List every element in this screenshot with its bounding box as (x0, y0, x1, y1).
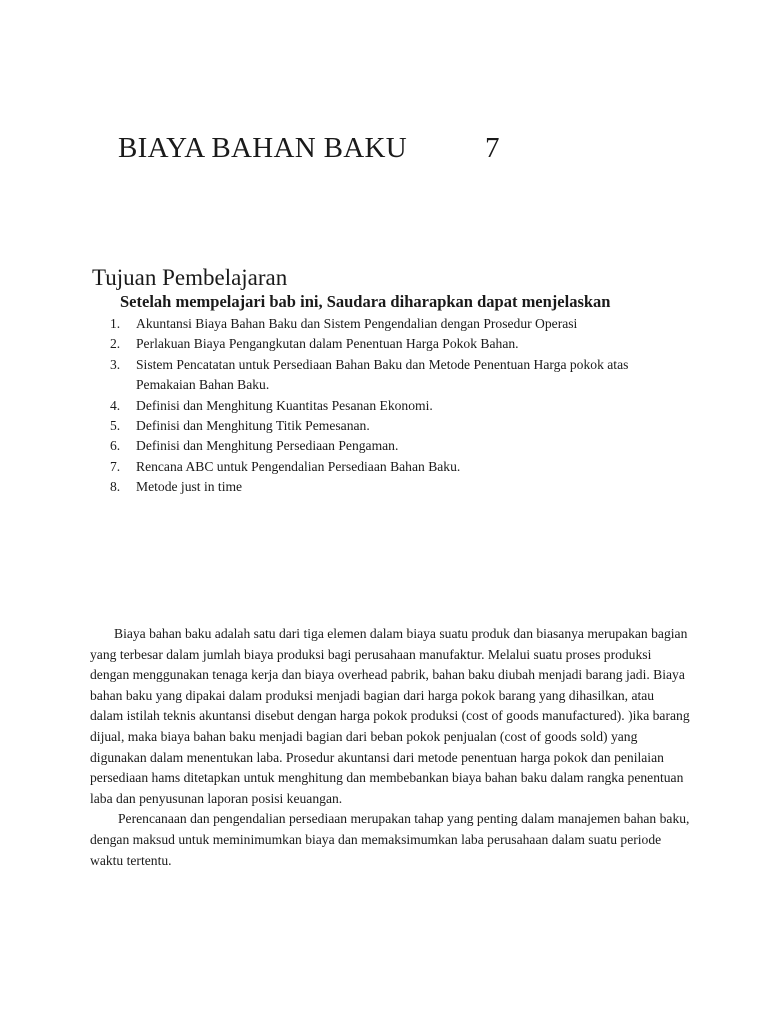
list-item-number: 3. (110, 356, 121, 372)
list-item (110, 436, 670, 456)
list-item-text: Definisi dan Menghitung Kuantitas Pesanan Ekonomi. (136, 397, 433, 413)
body-paragraph: Perencanaan dan pengendalian persediaan merupakan tahap yang penting dalam manajemen bahan baku, dengan maksud untuk meminimumkan biaya dan memaksimumkan laba perusahaan dalam suatu periode waktu tertentu. (90, 811, 690, 868)
section-title: Tujuan Pembelajaran (92, 265, 288, 290)
list-item-text: Definisi dan Menghitung Titik Pemesanan. (136, 418, 370, 434)
list-item (110, 416, 670, 436)
list-item-text: Sistem Pencatatan untuk Persediaan Bahan Baku dan Metode Penentuan Harga pokok atas Pemakaian Bahan Baku. (136, 356, 629, 393)
list-item-text: Definisi dan Menghitung Persediaan Pengaman. (136, 438, 399, 454)
list-item (110, 396, 670, 416)
list-item-number: 8. (110, 479, 121, 495)
chapter-title: BIAYA BAHAN BAKU (118, 132, 407, 164)
list-item-text: Metode just in time (136, 479, 243, 495)
list-item (110, 477, 670, 497)
body-text (90, 624, 690, 871)
list-item-text: Akuntansi Biaya Bahan Baku dan Sistem Pengendalian dengan Prosedur Operasi (136, 316, 578, 331)
list-item (110, 334, 670, 354)
list-item-text: Rencana ABC untuk Pengendalian Persediaan Bahan Baku. (136, 458, 461, 474)
list-item (110, 355, 670, 396)
list-item-number: 6. (110, 438, 121, 454)
list-item-number: 4. (110, 397, 121, 413)
list-item-number: 1. (110, 316, 121, 331)
list-item-number: 5. (110, 418, 121, 434)
list-item-number: 2. (110, 336, 121, 352)
list-item (110, 314, 670, 334)
chapter-number: 7 (485, 132, 500, 164)
list-item-number: 7. (110, 458, 121, 474)
objectives-intro: Setelah mempelajari bab ini, Saudara diharapkan dapat menjelaskan (120, 292, 611, 311)
list-item (110, 457, 670, 477)
list-item-text: Perlakuan Biaya Pengangkutan dalam Penentuan Harga Pokok Bahan. (136, 336, 519, 352)
objectives-list (110, 314, 670, 498)
body-paragraph: Biaya bahan baku adalah satu dari tiga elemen dalam biaya suatu produk dan biasanya merupakan bagian yang terbesar dalam jumlah biaya produksi bagi perusahaan manufaktur. Melalui suatu proses produksi dengan menggunakan tenaga kerja dan biaya overhead pabrik, bahan baku diubah menjadi barang jadi. Biaya bahan baku yang dipakai dalam produksi menjadi bagian dari harga pokok barang yang dihasilkan, atau dalam istilah teknis akuntansi disebut dengan harga pokok produksi (cost of goods manufactured). )ika barang dijual, maka biaya bahan baku menjadi bagian dari beban pokok penjualan (cost of goods sold) yang digunakan dalam menentukan laba. Prosedur akuntansi dari metode penentuan harga pokok dan penilaian persediaan hams ditetapkan untuk menghitung dan membebankan biaya bahan baku dalam rangka penentuan laba dan penyusunan laporan posisi keuangan. (90, 626, 690, 806)
